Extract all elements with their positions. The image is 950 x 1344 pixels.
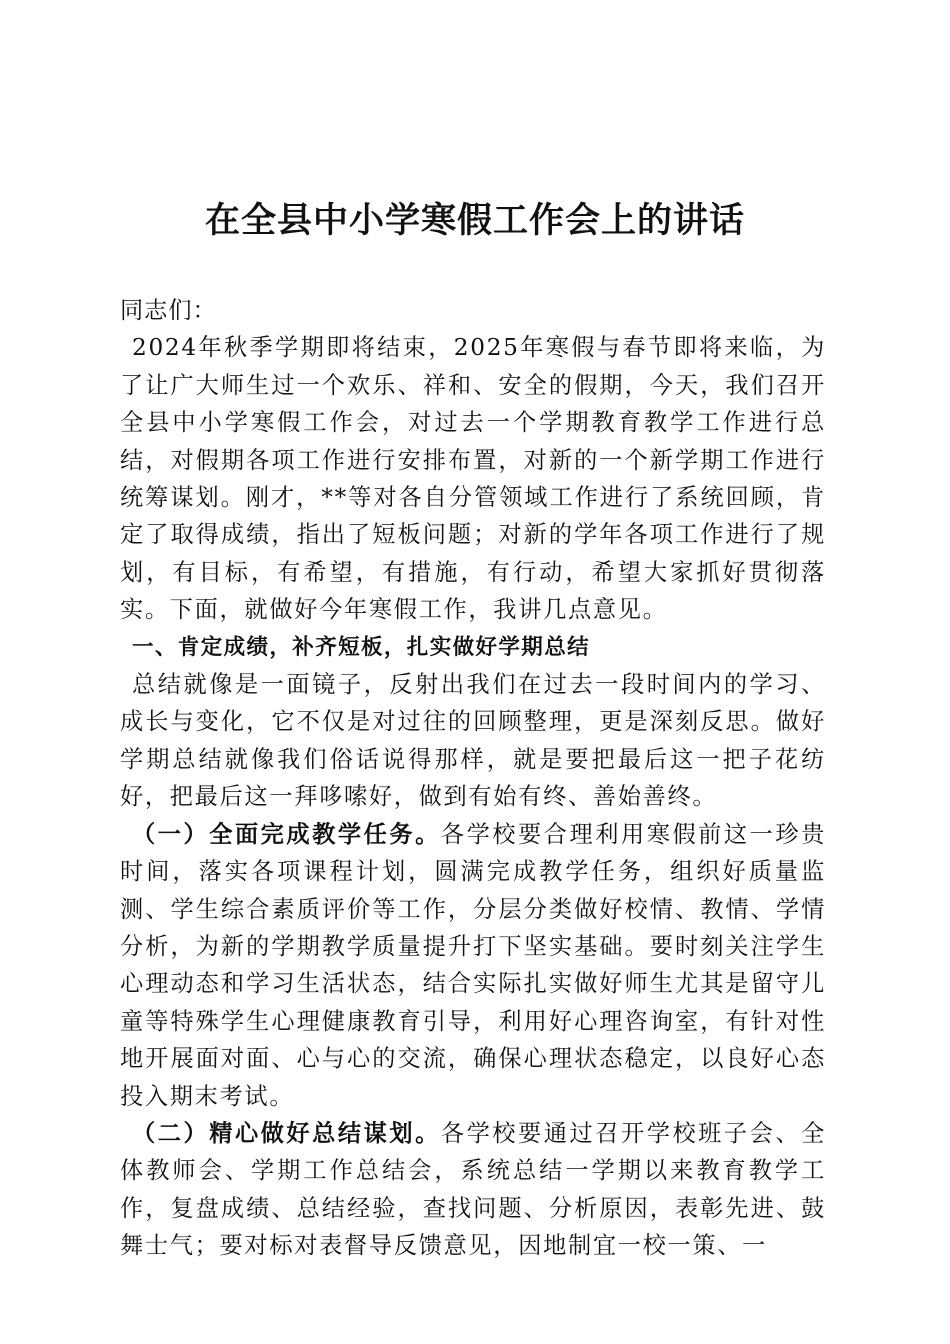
intro-paragraph: 2024年秋季学期即将结束，2025年寒假与春节即将来临，为了让广大师生过一个欢乐、祥和、安全的假期，今天，我们召开全县中小学寒假工作会，对过去一个学期教育教学工作进行总结，对假期各项工作进行安排布置，对新的一个新学期工作进行统筹谋划。刚才，**等对各自分管领域工作进行了系统回顾，肯定了取得成绩，指出了短板问题；对新的学年各项工作进行了规划，有目标，有希望，有措施，有行动，希望大家抓好贯彻落实。下面，就做好今年寒假工作，我讲几点意见。 (120, 334, 826, 624)
document-title: 在全县中小学寒假工作会上的讲话 (204, 200, 745, 241)
salutation: 同志们： (120, 297, 217, 324)
section1-intro-paragraph: 总结就像是一面镜子，反射出我们在过去一段时间内的学习、成长与变化，它不仅是对过往的回顾整理，更是深刻反思。做好学期总结就像我们俗话说得那样，就是要把最后这一把子花纺好，把最后这一拜哆嗦好，做到有始有终、善始善终。 (120, 671, 826, 811)
item2-text: 各学校要通过召开学校班子会、全体教师会、学期工作总结会，系统总结一学期以来教育教学工作，复盘成绩、总结经验，查找问题、分析原因，表彰先进、鼓舞士气；要对标对表督导反馈意见，因地制宜一校一策、一 (120, 1119, 827, 1260)
item1-text: 各学校要合理利用寒假前这一珍贵时间，落实各项课程计划，圆满完成教学任务，组织好质量监测、学生综合素质评价等工作，分层分类做好校情、教情、学情分析，为新的学期教学质量提升打下坚实基础。要时刻关注学生心理动态和学习生活状态，结合实际扎实做好师生尤其是留守儿童等特殊学生心理健康教育引导，利用好心理咨询室，有针对性地开展面对面、心与心的交流，确保心理状态稳定，以良好心态投入期末考试。 (120, 820, 827, 1110)
document-body (120, 292, 826, 1265)
item2-heading: （二）精心做好总结谋划。 (132, 1119, 441, 1147)
section-heading-1: 一、肯定成绩，补齐短板，扎实做好学期总结 (132, 634, 591, 660)
item2-paragraph (120, 1115, 826, 1265)
item1-heading: （一）全面完成教学任务。 (132, 820, 441, 848)
item1-paragraph (120, 816, 826, 1115)
